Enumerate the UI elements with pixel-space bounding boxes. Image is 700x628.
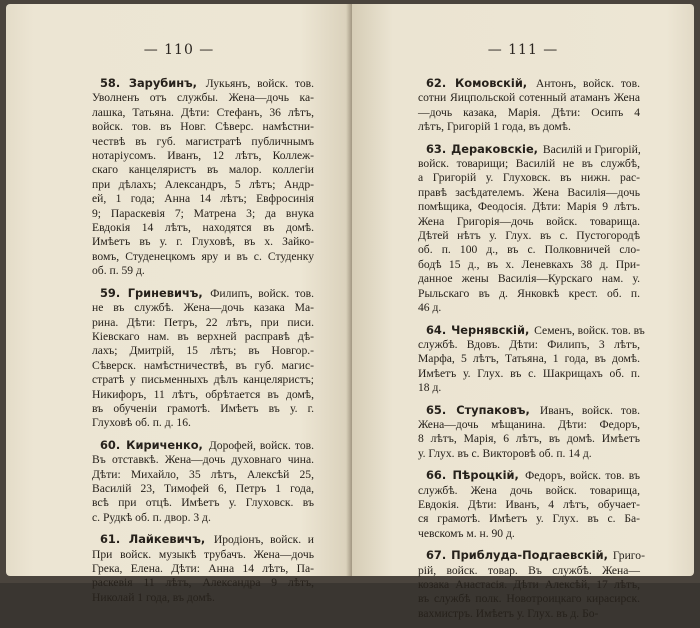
entry-surname: Ступаковъ, xyxy=(456,402,530,417)
entry-line: а Григорій у. Глуховск. въ нижн. рас- xyxy=(418,171,640,185)
right-page xyxy=(352,4,694,620)
entry-line: лѣтъ, Григорій 1 года, въ домѣ. xyxy=(418,120,571,134)
entry-number: 64. xyxy=(426,322,447,337)
entry-surname: Дераковскіе, xyxy=(451,141,539,156)
entry-line: Никифоръ, 11 лѣтъ, обрѣтается въ домѣ, xyxy=(92,387,314,401)
entry-line: 8 лѣтъ, Марія, 6 лѣтъ, въ домѣ. Имѣетъ xyxy=(418,432,640,446)
register-entry xyxy=(92,438,314,525)
register-entry xyxy=(418,142,640,316)
entry-line: Сѣверск. намѣстничествѣ, въ губ. магис- xyxy=(92,358,314,372)
entry-line: всѣ при отцѣ. Имѣетъ у. Глуховск. въ xyxy=(92,496,314,510)
entry-number: 66. xyxy=(426,468,447,483)
entry-line: ся грамотѣ. Имѣетъ у. Глух. въ с. Ба- xyxy=(418,512,640,526)
entry-line: помѣщика, Феодосія. Дѣти: Марія 9 лѣтъ. xyxy=(418,200,640,214)
entry-line: у. Глух. въ с. Викторовѣ об. п. 14 д. xyxy=(418,446,592,460)
entry-text: Семенъ, войск. тов. въ xyxy=(534,323,645,337)
entry-line: Глуховѣ об. п. д. 16. xyxy=(92,416,191,430)
entry-line: данное жены Василія—Курскаго нам. у. xyxy=(418,272,640,286)
entry-surname: Гриневичъ, xyxy=(127,285,203,300)
entry-text: Иванъ, войск. тов. xyxy=(539,403,640,417)
entry-line: Евдокія. Дѣти: Иванъ, 4 лѣтъ, обучает- xyxy=(418,497,640,511)
entry-line: въ обученіи грамотѣ. Имѣетъ въ у. г. xyxy=(92,401,314,415)
entry-surname: Лайкевичъ, xyxy=(128,532,206,547)
left-page xyxy=(6,4,352,604)
entry-line: Имѣетъ въ у. г. Глуховѣ, въ х. Зайко- xyxy=(92,235,314,249)
entry-line: скаго канцеляристъ въ малор. коллегіи xyxy=(92,163,314,177)
text-column xyxy=(418,76,645,628)
entry-first-line xyxy=(418,468,640,483)
entry-line: Жена Григорія—дочь войск. товарища. xyxy=(418,214,640,228)
entry-line: —дочь казака, Марія. Дѣти: Осипъ 4 xyxy=(418,105,640,119)
register-entry xyxy=(418,468,640,541)
entry-line: Уволненъ отъ службы. Жена—дочь ка- xyxy=(92,91,314,105)
entry-line: Николай 1 года, въ домѣ. xyxy=(92,590,215,604)
register-entry xyxy=(418,548,645,621)
entry-line: Рыльскаго въ д. Янковкѣ крест. об. п. xyxy=(418,286,640,300)
entry-line: службѣ. Вдовъ. Дѣти: Филипъ, 3 лѣтъ, xyxy=(418,337,640,351)
entry-text: Антонъ, войск. тов. xyxy=(535,77,640,90)
entry-first-line xyxy=(418,76,640,91)
entry-line: въ службѣ полк. Новотроицкаго кирасирск. xyxy=(418,592,640,606)
entry-text: Григо- xyxy=(612,549,645,563)
entry-line: стратѣ у письменныхъ дѣлъ канцеляристъ; xyxy=(92,373,314,387)
entry-line: службѣ. Жена дочь войск. товарища, xyxy=(418,483,640,497)
entry-number: 61. xyxy=(100,532,121,547)
entry-line: вомъ, Студенецкомъ яру и въ с. Студенку xyxy=(92,249,314,263)
entry-first-line xyxy=(92,438,314,453)
entry-line: 46 д. xyxy=(418,301,442,315)
register-entry xyxy=(418,76,640,135)
entry-line: лахъ; Дмитрій, 15 лѣтъ; въ Новгор.- xyxy=(92,344,314,358)
entry-first-line xyxy=(418,142,640,157)
entry-surname: Пѣроцкій, xyxy=(452,468,519,483)
entry-number: 60. xyxy=(100,437,121,452)
register-entry xyxy=(92,532,314,605)
entry-line: Евдокія 14 лѣтъ, находятся въ домѣ. xyxy=(92,221,314,235)
entry-line: Грека, Елена. Дѣти: Анна 14 лѣтъ, Па- xyxy=(92,562,314,575)
entry-number: 65. xyxy=(426,402,447,417)
entry-line: раскевія 11 лѣтъ, Александра 9 лѣтъ, xyxy=(92,576,314,590)
entry-line: не въ службѣ. Жена—дочь казака Ма- xyxy=(92,301,314,315)
entry-number: 67. xyxy=(426,548,447,563)
entry-text: Дорофей, войск. тов. xyxy=(208,438,314,452)
entry-line: Марфа, 5 лѣтъ, Татьяна, 1 года, въ домѣ. xyxy=(418,352,640,366)
entry-surname: Комовскій, xyxy=(454,76,528,90)
entry-line: чествѣ въ губ. магистратѣ публичнымъ xyxy=(92,134,314,148)
entry-surname: Приблуда-Подгаевскій, xyxy=(451,548,608,563)
entry-text: Лукьянъ, войск. тов. xyxy=(205,77,314,90)
entry-line: рій, войск. товар. Въ службѣ. Жена— xyxy=(418,563,640,577)
entry-line: об. п. 59 д. xyxy=(92,264,145,278)
text-column xyxy=(92,76,314,612)
entry-line: войск. тов. въ Новг. Сѣверс. намѣстни- xyxy=(92,120,314,134)
entry-line: вахмистръ. Имѣетъ у. Глух. въ д. Бо- xyxy=(418,606,599,620)
entry-first-line xyxy=(418,322,645,338)
entry-number: 58. xyxy=(100,76,121,90)
entry-line: Дѣти: Михайло, 35 лѣтъ, Алексѣй 25, xyxy=(92,467,314,481)
entry-line: правѣ засѣдателемъ. Жена Василія—дочь xyxy=(418,185,640,199)
entry-number: 59. xyxy=(100,285,121,300)
entry-text: Василій и Григорій, xyxy=(542,142,641,156)
page-number: — 111 — xyxy=(487,42,559,58)
entry-line: войск. товарищи; Василій не въ службѣ, xyxy=(418,157,640,171)
entry-line: рина. Дѣти: Петръ, 22 лѣтъ, при писи. xyxy=(92,315,314,329)
entry-line: Жена—дочь мѣщанина. Дѣти: Федоръ, xyxy=(418,417,640,431)
entry-line: чевскомъ м. н. 90 д. xyxy=(418,526,515,540)
entry-line: при дѣлахъ; Александръ, 5 лѣтъ; Андр- xyxy=(92,177,314,191)
register-entry xyxy=(418,403,640,462)
entry-surname: Кириченко, xyxy=(126,437,203,452)
entry-text: Филипъ, войск. тов. xyxy=(210,286,314,300)
entry-line: сотни Яицпольской сотенный атаманъ Жена xyxy=(418,91,640,105)
register-entry xyxy=(92,286,314,431)
entry-line: Имѣетъ у. Глух. въ с. Шакрищахъ об. п. xyxy=(418,366,640,380)
entry-surname: Чернявскій, xyxy=(451,322,530,337)
entry-line: Кіевскаго нам. въ верхней расправѣ дѣ- xyxy=(92,329,314,343)
entry-line: Дѣтей нѣтъ у. Глух. въ с. Пустогородѣ xyxy=(418,229,640,243)
entry-line: 9; Параскевія 7; Матрена 3; да внука xyxy=(92,206,314,220)
entry-line: козака Анастасія. Дѣти Алексѣй, 17 лѣтъ, xyxy=(418,578,640,591)
entry-text: Федоръ, войск. тов. въ xyxy=(525,469,640,483)
entry-line: Въ отставкѣ. Жена—дочь духовнаго чина. xyxy=(92,453,314,467)
entry-line: с. Рудкѣ об. п. двор. 3 д. xyxy=(92,510,211,524)
entry-first-line xyxy=(92,76,314,91)
entry-line: ей, 1 года; Анна 14 лѣтъ; Евфросинія xyxy=(92,192,314,206)
entry-line: При войск. музыкѣ трубачъ. Жена—дочь xyxy=(92,547,314,561)
register-entry xyxy=(92,76,314,279)
entry-line: лашка, Татьяна. Дѣти: Стефанъ, 36 лѣтъ, xyxy=(92,105,314,119)
entry-line: 18 д. xyxy=(418,381,442,395)
entry-number: 62. xyxy=(426,76,447,90)
entry-text: Иродіонъ, войск. и xyxy=(213,533,314,547)
entry-line: Василій 23, Тимофей 6, Петръ 1 года, xyxy=(92,481,314,495)
entry-first-line xyxy=(92,286,314,301)
entry-first-line xyxy=(418,548,645,563)
entry-line: нотаріусомъ. Иванъ, 12 лѣтъ, Коллеж- xyxy=(92,149,314,163)
entry-line: об. п. 100 д., въ с. Полковничей сло- xyxy=(418,243,640,257)
entry-first-line xyxy=(418,403,640,418)
page-number: — 110 — xyxy=(143,42,215,58)
entry-line: бодѣ 15 д., въ х. Леневкахъ 38 д. При- xyxy=(418,257,640,271)
entry-first-line xyxy=(92,532,314,547)
entry-surname: Зарубинъ, xyxy=(128,76,197,90)
register-entry xyxy=(418,322,645,396)
entry-number: 63. xyxy=(426,141,447,156)
